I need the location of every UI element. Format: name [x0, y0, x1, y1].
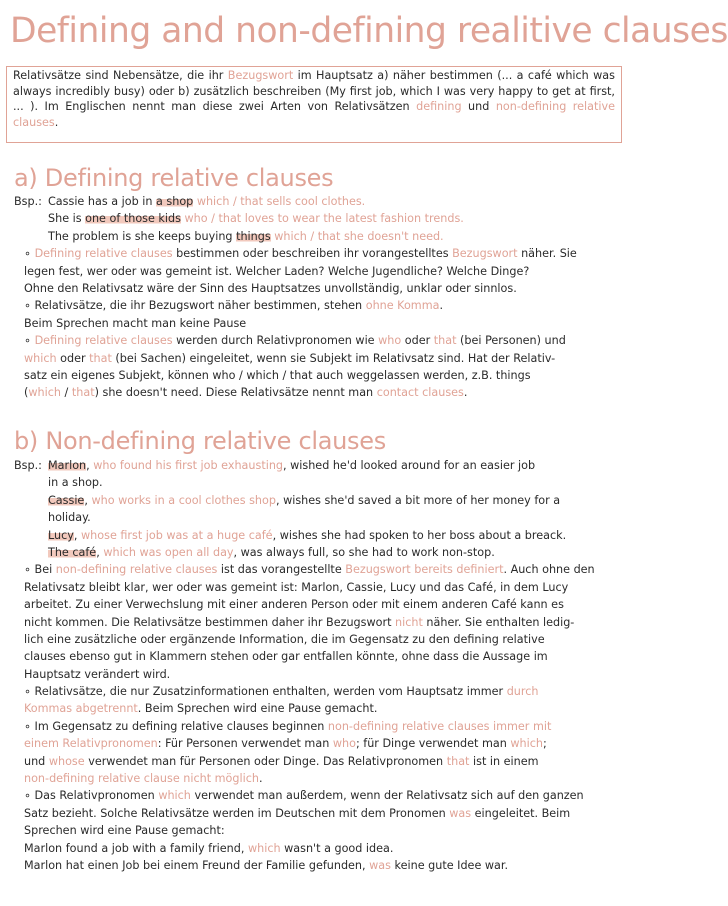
bullet-line: Ohne den Relativsatz wäre der Sinn des Hauptsatzes unvollständig, unklar oder sinnlos.	[24, 281, 517, 295]
term: that	[89, 351, 112, 365]
example-text: She is	[48, 212, 86, 226]
bullet-line	[14, 753, 628, 770]
intro-text: .	[54, 115, 59, 129]
text: wasn't a good idea.	[280, 841, 394, 855]
example-line	[14, 457, 628, 474]
highlighted-antecedent: things	[236, 229, 271, 243]
term: which	[24, 351, 57, 365]
term: which	[510, 737, 543, 751]
term: who	[332, 737, 356, 751]
intro-text: im Hauptsatz a) näher bestimmen (... a café which was always incredibly busy) oder b) zusätzlich beschreiben (My first job, which I was very happy to get at first, ... ). Im Englischen nennt man diese zwei Arten von Relativsätzen	[13, 69, 615, 113]
term: which	[247, 841, 281, 855]
text: werden durch Relativpronomen wie	[172, 334, 379, 348]
text: /	[60, 386, 72, 400]
text: und	[24, 754, 49, 768]
text: ,	[84, 493, 92, 507]
text: . Auch ohne den	[503, 563, 595, 577]
bullet-line	[14, 245, 628, 262]
bullet-line	[14, 350, 628, 367]
example-line	[14, 193, 628, 210]
text: ,	[73, 528, 82, 542]
bullet-line: legen fest, wer oder was gemeint ist. Welcher Laden? Welche Jugendliche? Welche Dinge?	[24, 264, 530, 278]
term: whose	[48, 754, 85, 768]
relative-clause: whose first job was at a huge café	[81, 528, 273, 542]
bullet-line	[14, 297, 628, 314]
text: : Für Personen verwendet man	[157, 737, 333, 751]
term: which	[158, 789, 191, 803]
text: , wishes she'd saved a bit more of her money for a	[275, 493, 561, 507]
term: non-defining relative clauses immer mit	[327, 719, 552, 733]
bullet-line: arbeitet. Zu einer Verwechslung mit einer anderen Person oder mit einem anderen Café kann es	[24, 598, 564, 612]
bullet-line: Beim Sprechen macht man keine Pause	[24, 316, 247, 330]
page-title: Defining and non-defining realitive clauses	[10, 11, 728, 51]
text: ;	[542, 737, 547, 751]
term: Kommas abgetrennt	[24, 702, 138, 716]
bullet-line: satz ein eigenes Subjekt, können who / which / that auch weggelassen werden, z.B. things	[24, 368, 531, 382]
text: Marlon found a job with a family friend,	[24, 841, 248, 855]
bullet-line: clauses ebenso gut in Klammern stehen oder gar entfallen könnte, ohne dass die Aussage im	[24, 650, 548, 664]
relative-clause: which was open all day	[103, 545, 234, 559]
example-line: holiday.	[48, 511, 91, 525]
text: , wishes she had spoken to her boss about a breack.	[272, 528, 567, 542]
bullet-line: lich eine zusätzliche oder ergänzende Information, die im Gegensatz zu den defining relative	[24, 632, 545, 646]
text: ∘ Bei	[24, 563, 56, 577]
example-text: Cassie has a job in	[48, 195, 156, 208]
term: contact clauses	[376, 386, 464, 400]
text: . Beim Sprechen wird eine Pause gemacht.	[137, 702, 378, 716]
term: Bezugswort	[452, 247, 518, 261]
highlighted-antecedent: Lucy	[48, 528, 74, 542]
relative-clause: which / that she doesn't need.	[270, 229, 444, 243]
text: ∘ Das Relativpronomen	[24, 789, 159, 803]
highlighted-antecedent: a shop	[155, 195, 194, 208]
text: oder	[56, 351, 90, 365]
text: Satz bezieht. Solche Relativsätze werden im Deutschen mit dem Pronomen	[24, 806, 450, 820]
text: näher. Sie	[517, 247, 577, 261]
text: ∘	[24, 334, 35, 348]
text: eingeleitet. Beim	[471, 806, 571, 820]
example-line	[14, 527, 628, 544]
term: that	[433, 334, 457, 348]
text: .	[258, 772, 263, 786]
bullet-line	[14, 384, 628, 401]
text: Marlon hat einen Job bei einem Freund der Familie gefunden,	[24, 858, 370, 872]
example-line	[14, 228, 628, 245]
highlighted-antecedent: The café	[48, 545, 97, 559]
highlighted-antecedent: one of those kids	[85, 212, 181, 226]
bullet-line: Relativsatz bleibt klar, wer oder was gemeint ist: Marlon, Cassie, Lucy und das Café, in dem Lucy	[24, 580, 569, 594]
bullet-line: Hauptsatz verändert wird.	[24, 667, 171, 681]
term: Defining relative clauses	[34, 334, 173, 348]
term: that	[446, 754, 470, 768]
section-b-body	[14, 457, 628, 874]
intro-term-bezugswort: Bezugswort	[227, 69, 294, 82]
text: ∘	[24, 247, 35, 261]
text: ; für Dinge verwendet man	[355, 737, 511, 751]
bsp-label: Bsp.:	[14, 459, 42, 472]
text: (bei Sachen) eingeleitet, wenn sie Subjekt im Relativsatz sind. Hat der Relativ-	[111, 351, 556, 365]
example-line: in a shop.	[48, 476, 103, 490]
section-a-body	[14, 193, 628, 402]
example-text: The problem is she keeps buying	[48, 229, 237, 243]
text: ∘ Relativsätze, die nur Zusatzinformationen enthalten, werden vom Hauptsatz immer	[24, 685, 507, 699]
text: ,	[96, 545, 104, 559]
text: verwendet man für Personen oder Dinge. Das Relativpronomen	[84, 754, 447, 768]
intro-text: und	[461, 100, 496, 113]
text: ist in einem	[469, 754, 539, 768]
bullet-line	[14, 683, 628, 700]
text: .	[463, 386, 468, 400]
term: Bezugswort bereits definiert	[345, 563, 504, 577]
example-line	[14, 492, 628, 509]
text: ) she doesn't need. Diese Relativsätze nennt man	[94, 386, 377, 400]
term: Defining relative clauses	[34, 247, 173, 261]
text: .	[439, 299, 444, 313]
text: (bei Personen) und	[456, 334, 566, 348]
bullet-line	[14, 561, 628, 578]
section-b-heading: b) Non-defining relative clauses	[14, 427, 386, 455]
bullet-line	[14, 718, 628, 735]
text: ∘ Relativsätze, die ihr Bezugswort näher bestimmen, stehen	[24, 299, 366, 313]
text: , wished he'd looked around for an easier job	[283, 459, 536, 472]
bullet-line: Sprechen wird eine Pause gemacht:	[24, 824, 225, 838]
term: einem Relativpronomen	[24, 737, 158, 751]
bsp-label: Bsp.:	[14, 195, 42, 208]
intro-term-defining: defining	[416, 100, 462, 113]
bullet-line	[14, 787, 628, 804]
text: nicht kommen. Die Relativsätze bestimmen daher ihr Bezugswort	[24, 615, 396, 629]
term: nicht	[395, 615, 423, 629]
relative-clause: which / that sells cool clothes.	[193, 195, 366, 208]
text: ∘ Im Gegensatz zu defining relative clauses beginnen	[24, 719, 328, 733]
bullet-line	[14, 735, 628, 752]
bullet-line	[14, 332, 628, 349]
example-line	[14, 857, 628, 874]
relative-clause: who / that loves to wear the latest fashion trends.	[180, 212, 464, 226]
intro-term-nondefining: non-defining relative clauses	[13, 100, 615, 129]
section-a-heading: a) Defining relative clauses	[14, 164, 334, 192]
text: ist das vorangestellte	[217, 563, 346, 577]
bullet-line	[14, 700, 628, 717]
text: bestimmen oder beschreiben ihr vorangestelltes	[172, 247, 453, 261]
term: non-defining relative clause nicht möglich	[24, 772, 259, 786]
bullet-line	[14, 770, 628, 787]
text: oder	[401, 334, 434, 348]
term: which	[28, 386, 61, 400]
example-line	[14, 544, 628, 561]
term: was	[449, 806, 472, 820]
relative-clause: who found his first job exhausting	[93, 459, 284, 472]
term: who	[378, 334, 402, 348]
text: ,	[86, 459, 94, 472]
intro-box	[6, 66, 622, 143]
highlighted-antecedent: Cassie	[48, 493, 85, 507]
intro-text: Relativsätze sind Nebensätze, die ihr	[13, 69, 228, 82]
highlighted-antecedent: Marlon	[48, 459, 87, 472]
bullet-line	[14, 614, 628, 631]
term: that	[71, 386, 95, 400]
text: verwendet man außerdem, wenn der Relativsatz sich auf den ganzen	[190, 789, 584, 803]
term: was	[369, 858, 391, 872]
text: näher. Sie enthalten ledig-	[422, 615, 575, 629]
term: non-defining relative clauses	[55, 563, 218, 577]
bullet-line	[14, 805, 628, 822]
term: ohne Komma	[365, 299, 440, 313]
example-line	[14, 210, 628, 227]
term: durch	[506, 685, 539, 699]
example-line	[14, 840, 628, 857]
text: (	[24, 386, 29, 400]
text: , was always full, so she had to work non-stop.	[233, 545, 495, 559]
text: keine gute Idee war.	[390, 858, 509, 872]
relative-clause: who works in a cool clothes shop	[91, 493, 276, 507]
